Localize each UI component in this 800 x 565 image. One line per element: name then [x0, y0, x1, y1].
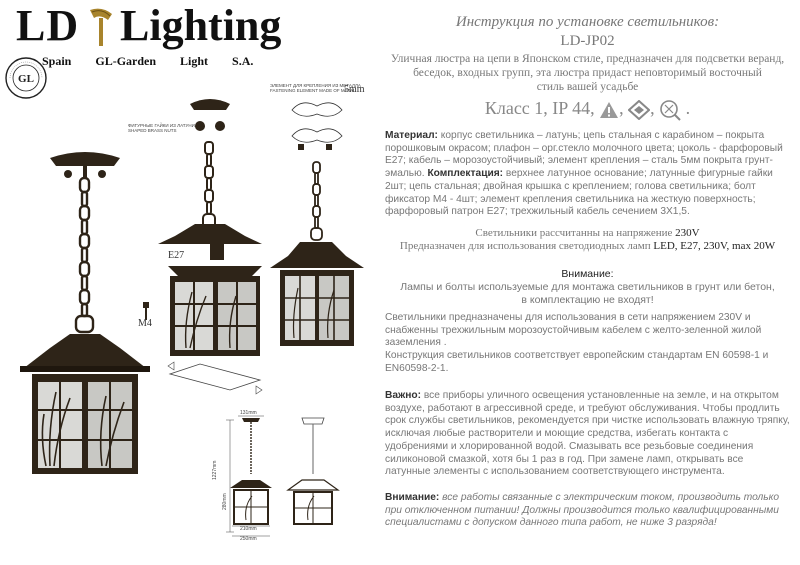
svg-text:GL: GL: [18, 73, 34, 85]
voltage-section: [385, 227, 790, 253]
dimension-drawing: [222, 408, 362, 540]
quality-seal-icon: [4, 56, 48, 100]
class-text: Класс 1, IP 44,: [484, 98, 595, 118]
description-line: стиль вашей усадьбе: [536, 81, 639, 93]
logo-sub-light: Light: [180, 54, 209, 68]
magnifier-quality-icon: [659, 99, 681, 121]
warning-label: Внимание:: [385, 492, 440, 503]
kit-label: Комплектация:: [427, 168, 504, 180]
lamp-spec: LED, E27, 230V, max 20W: [653, 240, 776, 252]
important-label: Важно:: [385, 390, 422, 401]
pendant-lamp-small-illustration: [262, 160, 372, 350]
logo-lighting: Lighting: [120, 1, 282, 50]
lamp-body-illustration: [160, 262, 270, 358]
pendant-lamp-photo: [10, 148, 160, 478]
important-section: [385, 390, 790, 479]
warning-triangle-icon: [599, 101, 619, 119]
dim-top: 131mm: [240, 410, 257, 416]
description-line: Уличная люстра на цепи в Японском стиле, предназначен для подсветки веранд,: [390, 53, 785, 65]
attention-title: Внимание:: [561, 268, 614, 280]
protection-class-row: Класс 1, IP 44, , , .: [385, 98, 790, 121]
kit-text: верхнее латунное основание; латунные фигурные гайки 2шт; цепь стальная; двойная крышка с креплением; голова светильника; болт фиксатор М4 - 4шт; элемент крепления светильника на жесткую поверхность; фарфоровый патрон E27; трехжильный кабель сечением 3X1,5.: [385, 168, 773, 218]
info-paragraph-1: Светильники предназначены для использования в сети напряжением 230V и снабженны трехжильным морозоустойчивым кабелем с желто-зеленной жилой заземления .: [385, 312, 762, 349]
label-fastening-element: ЭЛЕМЕНТ ДЛЯ КРЕПЛЕНИЯ ИЗ МЕТАЛЛА FASTENING ELEMENT MADE OF METAL: [270, 83, 361, 93]
info-paragraph-2: Конструкция светильников соответствует европейским стандартам EN 60598-1 и EN60598-2-1.: [385, 350, 769, 374]
logo-subtitle: [42, 54, 277, 69]
attention-line: в комплектацию не входят!: [521, 294, 654, 306]
materials-section: [385, 130, 790, 219]
page-title: Инструкция по установке светильников:: [455, 14, 720, 30]
fastening-element-illustration: [282, 96, 352, 162]
product-description: [385, 52, 790, 94]
dim-height: 1227mm: [212, 460, 218, 480]
attention-text: [385, 281, 790, 307]
description-line: беседок, входных групп, эта люстра придаст неповторимый восточный: [413, 67, 762, 79]
model-number: LD-JP02: [560, 33, 615, 49]
dim-head: 280mm: [222, 493, 228, 510]
dim-width2: 250mm: [240, 536, 257, 542]
warning-section: [385, 492, 790, 530]
materials-text: корпус светильника – латунь; цепь стальная с карабином – покрыта порошковым окрасом; плафон – орг.стекло молочного цвета; цоколь - фарфоровый E27; кабель – морозоустойчивый; элемент крепления – сталь 5мм покрыта грунт-эмалью.: [385, 130, 783, 180]
important-text: все приборы уличного освещения установленные на земле, и на открытом воздухе, работают в агрессивной среде, и требуют обслуживания. Чтобы продлить срок службы светильников, рекомендуется при чистке использовать влажную тряпку, исключая любые растворители и моющие средства, избегать контакта с удобрениями и хлорированной водой. Смазывать все резьбовые соединения силиконовой смазкой, хотя бы 1 раз в год. При замене ламп, открывать все латунные элементы с использованием соответствующего инструмента.: [385, 390, 790, 478]
label-m4: M4: [138, 318, 152, 329]
dim-width1: 210mm: [240, 526, 257, 532]
logo-sub-spain: Spain: [42, 54, 72, 68]
voltage-line2: Предназначен для использования светодиодных ламп: [399, 240, 651, 252]
materials-label: Материал:: [385, 130, 438, 141]
voltage-value: 230V: [675, 227, 700, 239]
brand-lamp-logo: [84, 4, 118, 48]
logo-sub-sa: S.A.: [232, 54, 254, 68]
voltage-line1: Светильники рассчитанны на напряжение: [475, 227, 673, 239]
attention-line: Лампы и болты используемые для монтажа светильников в грунт или бетон,: [400, 281, 775, 293]
label-brass-nuts: ФИГУРНЫЕ ГАЙКИ ИЗ ЛАТУНИ SHAPED BRASS NUTS: [128, 123, 195, 133]
base-plate-illustration: [160, 360, 270, 400]
warning-text: все работы связанные с электрическим током, производить только при отключенном питании! Должны производится только квалифицированными специалистами с допуском данного типа работ, не ниже 3 разряда!: [385, 492, 780, 529]
logo-sub-garden: GL-Garden: [95, 54, 157, 68]
label-e27: E27: [168, 250, 185, 261]
logo-ld: LD: [16, 1, 80, 50]
label-5mm: 5mm: [344, 84, 365, 95]
info-section: [385, 312, 790, 376]
double-insulation-icon: [628, 100, 650, 120]
